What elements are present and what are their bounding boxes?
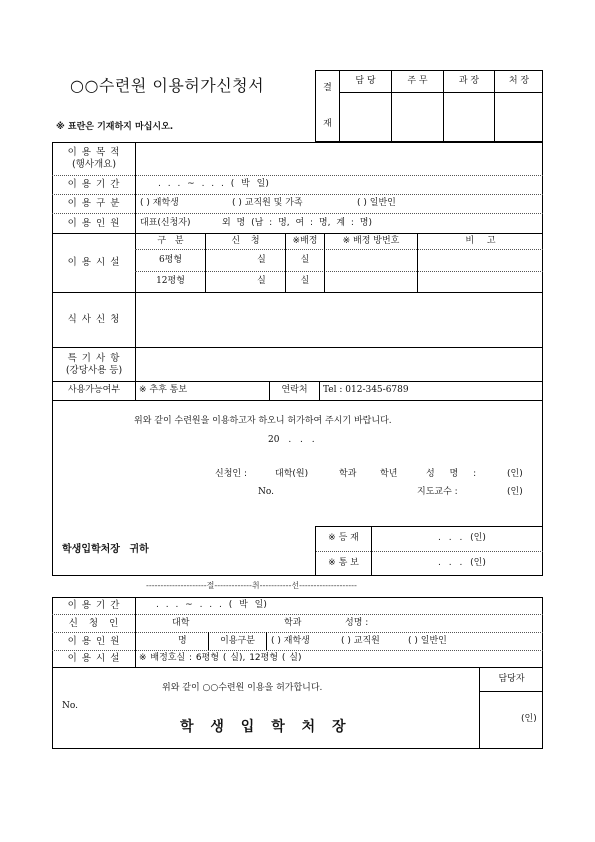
facility-row-remarks[interactable]	[418, 250, 543, 271]
cut-line-char-1: 절	[206, 581, 215, 590]
cut-line-dash-mid1: -------------	[214, 581, 252, 590]
notice-label: ※ 통 보	[328, 558, 359, 569]
applicant-name-label: 성 명 :	[426, 469, 477, 479]
permit-signer: 학 생 입 학 처 장	[180, 719, 346, 735]
approval-role-staff: 담 당	[355, 75, 376, 86]
cut-line-dash-left: ---------------------	[146, 581, 207, 590]
approval-sign-manager[interactable]	[392, 93, 443, 141]
users-label: 이 용 인 원	[67, 217, 121, 229]
meal-field[interactable]	[136, 293, 542, 347]
facility-row-type: 6평형	[158, 254, 183, 265]
availability-label: 사용가능여부	[67, 385, 121, 396]
contact-value[interactable]: Tel : 012-345-6789	[323, 385, 409, 396]
permit-staff-label: 담당자	[498, 673, 525, 684]
permit-period-label: 이 용 기 간	[67, 600, 121, 612]
facility-header-type: 구 분	[157, 235, 184, 246]
period-field[interactable]: . . . ~ . . . ( 박 일)	[158, 179, 269, 190]
applicant-grade[interactable]: 학년	[380, 469, 398, 479]
category-option-general[interactable]: ( ) 일반인	[357, 198, 396, 209]
category-label: 이 용 구 분	[67, 198, 121, 210]
form-note: ※ 표란은 기재하지 마십시오.	[56, 122, 174, 132]
special-label	[53, 348, 135, 381]
approval-sign-staff[interactable]	[340, 93, 391, 141]
contact-label: 연락처	[281, 385, 308, 396]
users-count-field[interactable]: 외 명 (남 : 명, 여 : 명, 계 : 명)	[222, 217, 373, 228]
register-label: ※ 등 재	[328, 533, 359, 544]
permit-approval-sentence: 위와 같이 ○○수련원 이용을 허가합니다.	[162, 683, 323, 693]
permit-category-option-general[interactable]: ( ) 일반인	[408, 635, 447, 646]
facility-header-room-no: ※ 배정 방번호	[342, 235, 400, 246]
facility-header-assign: ※배정	[292, 235, 318, 246]
applicant-dept[interactable]: 학과	[339, 469, 357, 479]
approval-role-manager: 주 무	[407, 75, 428, 86]
facility-row-room-no[interactable]	[325, 250, 417, 271]
approval-role-section-chief: 과 장	[458, 75, 480, 86]
permit-category-label: 이용구분	[220, 635, 255, 646]
applicant-seal[interactable]: (인)	[507, 469, 523, 479]
request-sentence: 위와 같이 수련원을 이용하고자 하오니 허가하여 주시기 바랍니다.	[134, 416, 392, 426]
notice-value[interactable]: . . . (인)	[438, 558, 486, 569]
permit-users-label: 이 용 인 원	[67, 635, 121, 647]
purpose-label-text: 이 용 목 적	[67, 147, 121, 159]
applicant-label: 신청인 :	[215, 469, 247, 479]
recipient: 학생입학처장 귀하	[62, 544, 149, 555]
cut-line	[146, 582, 357, 590]
purpose-label	[53, 143, 135, 175]
form-title: ○○수련원 이용허가신청서	[70, 76, 265, 95]
purpose-field[interactable]	[136, 143, 542, 175]
approval-label-bottom: 재	[323, 119, 332, 130]
advisor-seal[interactable]: (인)	[507, 487, 523, 497]
permit-category-option-staff[interactable]: ( ) 교직원	[341, 635, 380, 646]
permit-no-label: No.	[62, 701, 78, 711]
permit-period-field[interactable]: . . . ~ . . . ( 박 일)	[156, 600, 267, 611]
cut-line-dash-right: --------------------	[299, 581, 357, 590]
permit-category-option-student[interactable]: ( ) 재학생	[271, 635, 310, 646]
applicant-college[interactable]: 대학(원)	[275, 469, 309, 479]
category-option-staff-family[interactable]: ( ) 교직원 및 가족	[232, 198, 303, 209]
approval-role-director: 처 장	[508, 75, 530, 86]
student-number-label: No.	[258, 487, 274, 497]
approval-label-top: 결	[323, 83, 332, 94]
permit-applicant-dept[interactable]: 학과	[284, 617, 302, 628]
special-label-sub: (강당사용 등)	[65, 364, 123, 376]
permit-applicant-college[interactable]: 대학	[172, 617, 190, 628]
period-label: 이 용 기 간	[67, 179, 121, 191]
permit-facility-label: 이 용 시 설	[67, 653, 121, 665]
facility-header-apply: 신 청	[231, 235, 260, 246]
facility-row-room-no[interactable]	[325, 272, 417, 292]
permit-facility-value[interactable]: ※ 배정호실 : 6평형 ( 실), 12평형 ( 실)	[139, 653, 302, 664]
facility-row-apply[interactable]: 실	[257, 254, 266, 265]
facility-row-assign[interactable]: 실	[300, 254, 310, 265]
availability-value: ※ 추후 통보	[139, 385, 188, 396]
cut-line-dash-mid2: -----------	[259, 581, 292, 590]
approval-sign-director[interactable]	[495, 93, 543, 141]
facility-label: 이 용 시 설	[67, 257, 121, 269]
facility-row-type: 12평형	[156, 276, 185, 287]
users-representative: 대표(신청자)	[140, 217, 191, 228]
category-option-student[interactable]: ( ) 재학생	[140, 198, 179, 209]
purpose-label-sub: (행사개요)	[71, 159, 117, 170]
permit-applicant-label: 신 청 인	[68, 617, 120, 629]
advisor-label: 지도교수 :	[417, 487, 458, 497]
facility-row-apply[interactable]: 실	[257, 276, 266, 287]
permit-staff-seal[interactable]: (인)	[521, 714, 537, 724]
register-value[interactable]: . . . (인)	[438, 533, 486, 544]
special-label-text: 특 기 사 항	[67, 352, 121, 364]
special-field[interactable]	[136, 348, 542, 381]
cut-line-char-3: 선	[291, 581, 300, 590]
permit-users-count[interactable]: 명	[178, 635, 187, 646]
facility-row-assign[interactable]: 실	[300, 276, 310, 287]
approval-sign-section-chief[interactable]	[444, 93, 494, 141]
permit-applicant-name[interactable]: 성명 :	[345, 617, 369, 628]
meal-label: 식 사 신 청	[67, 314, 121, 326]
request-date[interactable]: 20 . . .	[268, 435, 315, 445]
facility-header-remarks: 비 고	[465, 235, 496, 246]
cut-line-char-2: 취	[251, 581, 260, 590]
facility-row-remarks[interactable]	[418, 272, 543, 292]
